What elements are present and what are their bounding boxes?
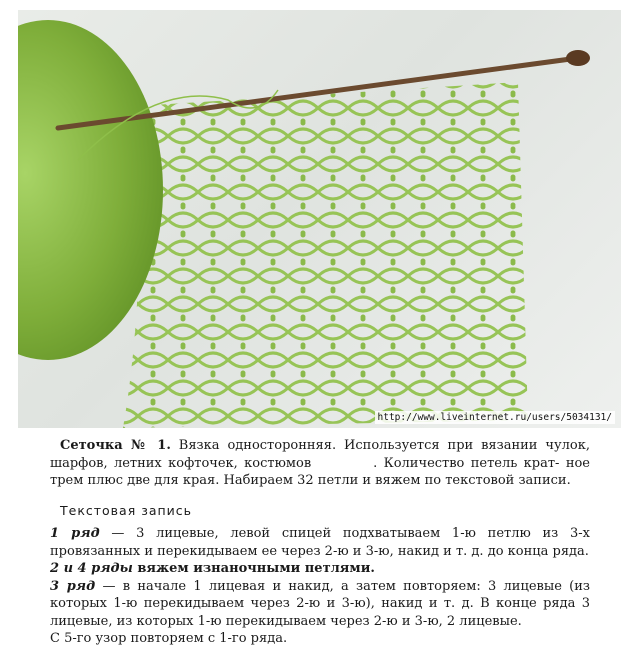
row-text: вяжем изнаночными петлями. [132, 561, 375, 576]
row-text: — в начале 1 лицевая и накид, а затем повторяем: 3 лицевые (из которых 1-ю перекидываем через 2-ю и 3-ю), накид и т. д. В конце ряда 3 лицевые, из которых 1-ю перекидываем через 2-ю и 3-ю, 2 лицевые. [50, 578, 590, 629]
intro-line-2a: шарфов, летних кофточек, костюмов [50, 455, 312, 471]
row-instruction [50, 525, 590, 560]
pattern-title: Сеточка № 1. [60, 438, 171, 453]
row-text: — 3 лицевые, левой спицей подхватываем 1-ю петлю из 3-х провязанных и перекидываем ее через 2-ю и 3-ю, накид и т. д. до конца ряда. [50, 526, 590, 559]
knitting-illustration [18, 10, 621, 428]
watermark-url: http://www.liveinternet.ru/users/5034131/ [375, 411, 616, 424]
intro-paragraph [50, 437, 590, 490]
section-title: Текстовая запись [60, 502, 193, 518]
knitting-photo [18, 10, 621, 428]
needle-knob [566, 50, 590, 66]
row-label: 3 ряд [50, 578, 96, 594]
row-label: 1 ряд [50, 526, 100, 541]
row-instruction [50, 578, 590, 631]
intro-line-3: ное трем плюс две для края. Набираем 32 петли и вяжем по текстовой записи. [50, 455, 590, 488]
intro-line-2b: . Количество петель крат- [373, 455, 560, 471]
row-instruction [50, 560, 590, 578]
knitted-mesh-fabric [123, 82, 528, 428]
row-label: 2 и 4 ряды [50, 561, 133, 576]
row-text: С 5-го узор повторяем с 1-го ряда. [50, 631, 288, 646]
intro-line-1: Вязка односторонняя. Используется при вязании чулок, [170, 438, 590, 453]
pattern-description [50, 437, 590, 648]
row-instruction [50, 630, 590, 648]
